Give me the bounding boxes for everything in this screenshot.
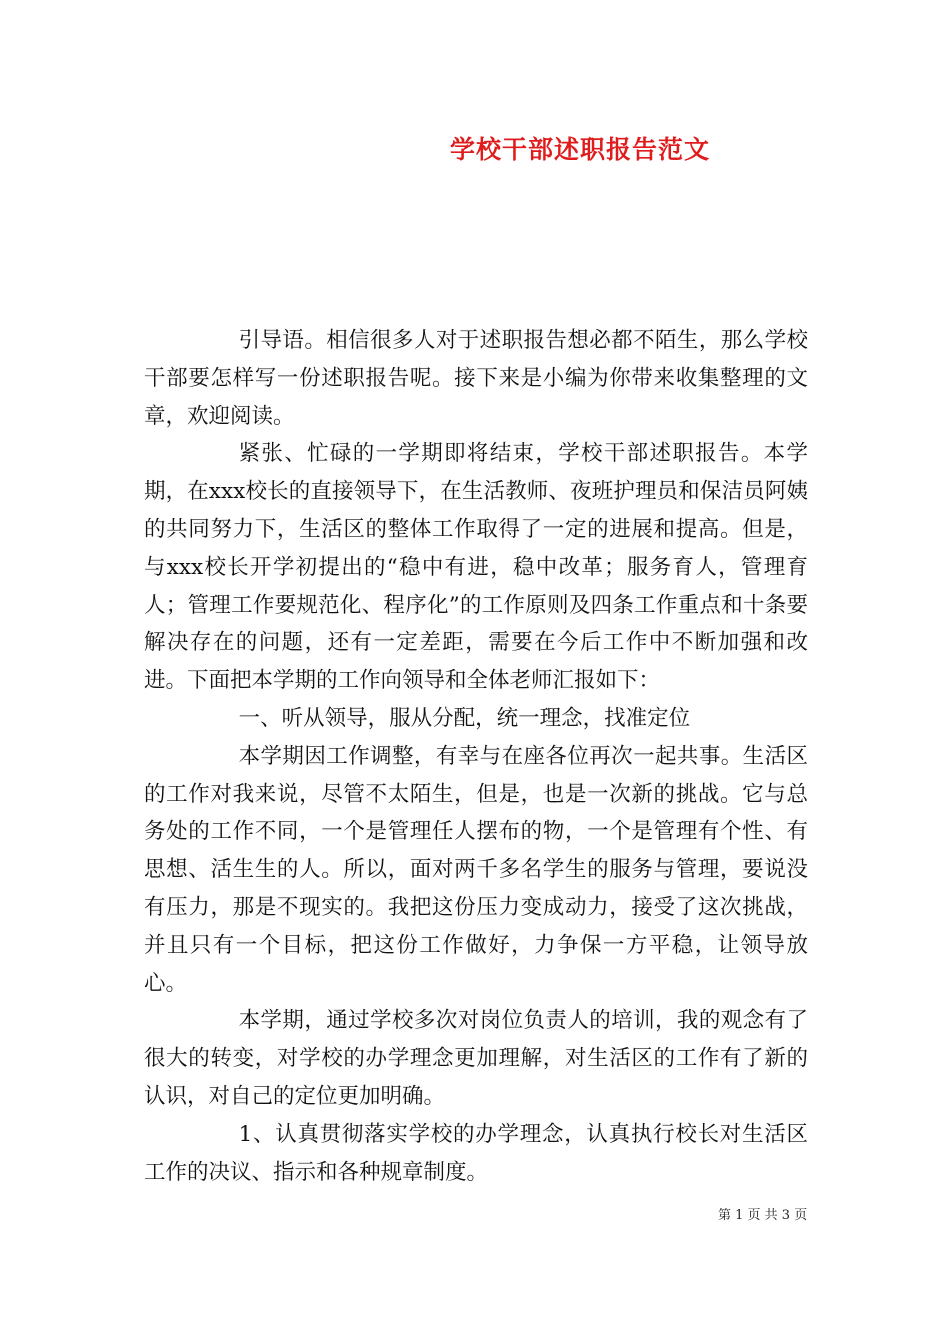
paragraph-summary: 紧张、忙碌的一学期即将结束，学校干部述职报告。本学期，在xxx校长的直接领导下，在生活教师、夜班护理员和保洁员阿姨的共同努力下，生活区的整体工作取得了一定的进展和提高。但是，与xxx校长开学初提出的“稳中有进，稳中改革；服务育人，管理育人；管理工作要规范化、程序化”的工作原则及四条工作重点和十条要解决存在的问题，还有一定差距，需要在今后工作中不断加强和改进。下面把本学期的工作向领导和全体老师汇报如下： (144, 441, 808, 694)
document-body (144, 322, 808, 1191)
list-item-1: 1、认真贯彻落实学校的办学理念，认真执行校长对生活区工作的决议、指示和各种规章制度。 (144, 1121, 808, 1185)
paragraph-intro: 引导语。相信很多人对于述职报告想必都不陌生，那么学校干部要怎样写一份述职报告呢。接下来是小编为你带来收集整理的文章，欢迎阅读。 (144, 328, 808, 429)
document-title: 学校干部述职报告范文 (450, 135, 711, 164)
page-number-footer: 第 1 页 共 3 页 (718, 1208, 808, 1223)
paragraph-section-1: 本学期因工作调整，有幸与在座各位再次一起共事。生活区的工作对我来说，尽管不太陌生，但是，也是一次新的挑战。它与总务处的工作不同，一个是管理任人摆布的物，一个是管理有个性、有思想、活生生的人。所以，面对两千多名学生的服务与管理，要说没有压力，那是不现实的。我把这份压力变成动力，接受了这次挑战，并且只有一个目标，把这份工作做好，力争保一方平稳，让领导放心。 (144, 743, 808, 996)
section-heading-1: 一、听从领导，服从分配，统一理念，找准定位 (238, 705, 691, 731)
paragraph-training: 本学期，通过学校多次对岗位负责人的培训，我的观念有了很大的转变，对学校的办学理念更加理解，对生活区的工作有了新的认识，对自己的定位更加明确。 (144, 1008, 808, 1109)
